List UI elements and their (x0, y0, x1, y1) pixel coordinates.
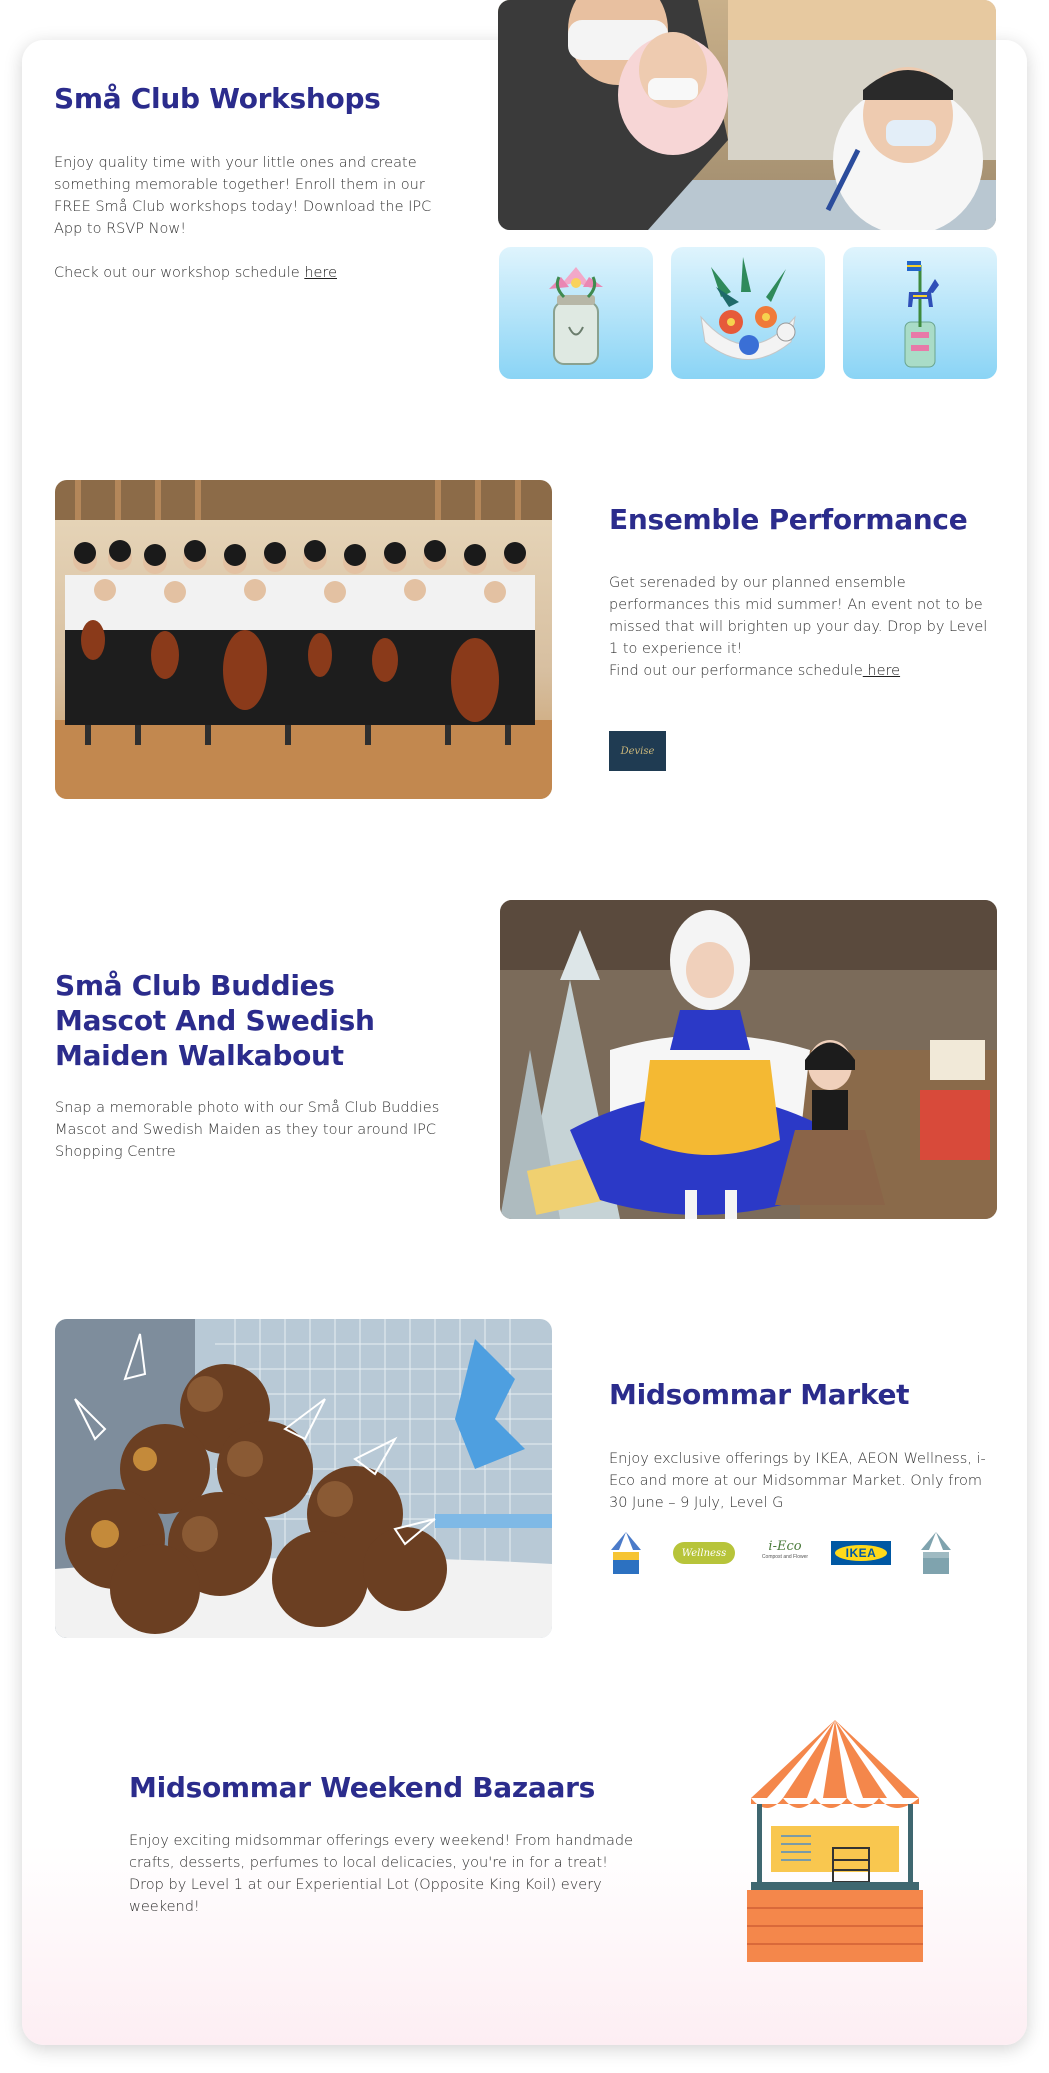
devise-logo (609, 731, 666, 771)
ensemble-photo (55, 480, 552, 799)
workshops-description: Enjoy quality time with your little ones and create something memorable together! Enroll them in our FREE Små Club workshops today! Download the IPC App to RSVP Now! (54, 155, 432, 237)
ensemble-description: Get serenaded by our planned ensemble performances this mid summer! An event not to be missed that will brighten up your day. Drop by Level 1 to experience it! (609, 575, 988, 657)
mascot-description: Snap a memorable photo with our Små Club Buddies Mascot and Swedish Maiden as they tour around IPC Shopping Centre (55, 1100, 440, 1160)
ikea-logo (831, 1541, 891, 1565)
workshop-photo (498, 0, 996, 230)
mascot-title: Små Club Buddies Mascot And Swedish Maiden Walkabout (55, 969, 375, 1072)
i-eco-logo (758, 1539, 812, 1567)
i-eco-logo-text: i-Eco (768, 1539, 802, 1554)
ensemble-schedule-prefix: Find out our performance schedule (609, 663, 863, 679)
aeon-wellness-logo (673, 1542, 735, 1564)
mascot-photo (500, 900, 997, 1219)
ensemble-title: Ensemble Performance (609, 503, 968, 536)
market-title: Midsommar Market (609, 1378, 910, 1411)
market-description: Enjoy exclusive offerings by IKEA, AEON Wellness, i-Eco and more at our Midsommar Market. Only from 30 June – 9 July, Level G (609, 1451, 986, 1511)
i-eco-logo-subtext: Compost and Flower (761, 1554, 809, 1560)
workshops-schedule-line (54, 262, 444, 284)
market-stall-logo-left (609, 1530, 643, 1576)
craft-thumb-paper-crown (671, 247, 825, 379)
market-partner-logos (609, 1530, 959, 1578)
ensemble-schedule-line (609, 660, 999, 682)
devise-logo-text: Devise (620, 745, 655, 757)
bazaars-title: Midsommar Weekend Bazaars (129, 1771, 595, 1804)
market-photo (55, 1319, 552, 1638)
ikea-logo-text: IKEA (845, 1546, 877, 1560)
bazaar-stall-illustration (747, 1718, 923, 1963)
workshops-schedule-link[interactable]: here (304, 265, 337, 281)
ikea-logo-oval (835, 1545, 887, 1561)
craft-thumb-flower-jar (499, 247, 653, 379)
aeon-wellness-logo-text: Wellness (681, 1547, 727, 1559)
workshops-title: Små Club Workshops (54, 82, 381, 115)
bazaars-description: Enjoy exciting midsommar offerings every weekend! From handmade crafts, desserts, perfumes to local delicacies, you're in for a treat! Drop by Level 1 at our Experiential Lot (Opposite King Koil) every weekend! (129, 1833, 633, 1915)
workshops-schedule-prefix: Check out our workshop schedule (54, 265, 305, 281)
craft-thumb-dala-horse (843, 247, 997, 379)
ensemble-schedule-link[interactable]: here (862, 663, 901, 679)
market-stall-logo-right (919, 1530, 953, 1576)
